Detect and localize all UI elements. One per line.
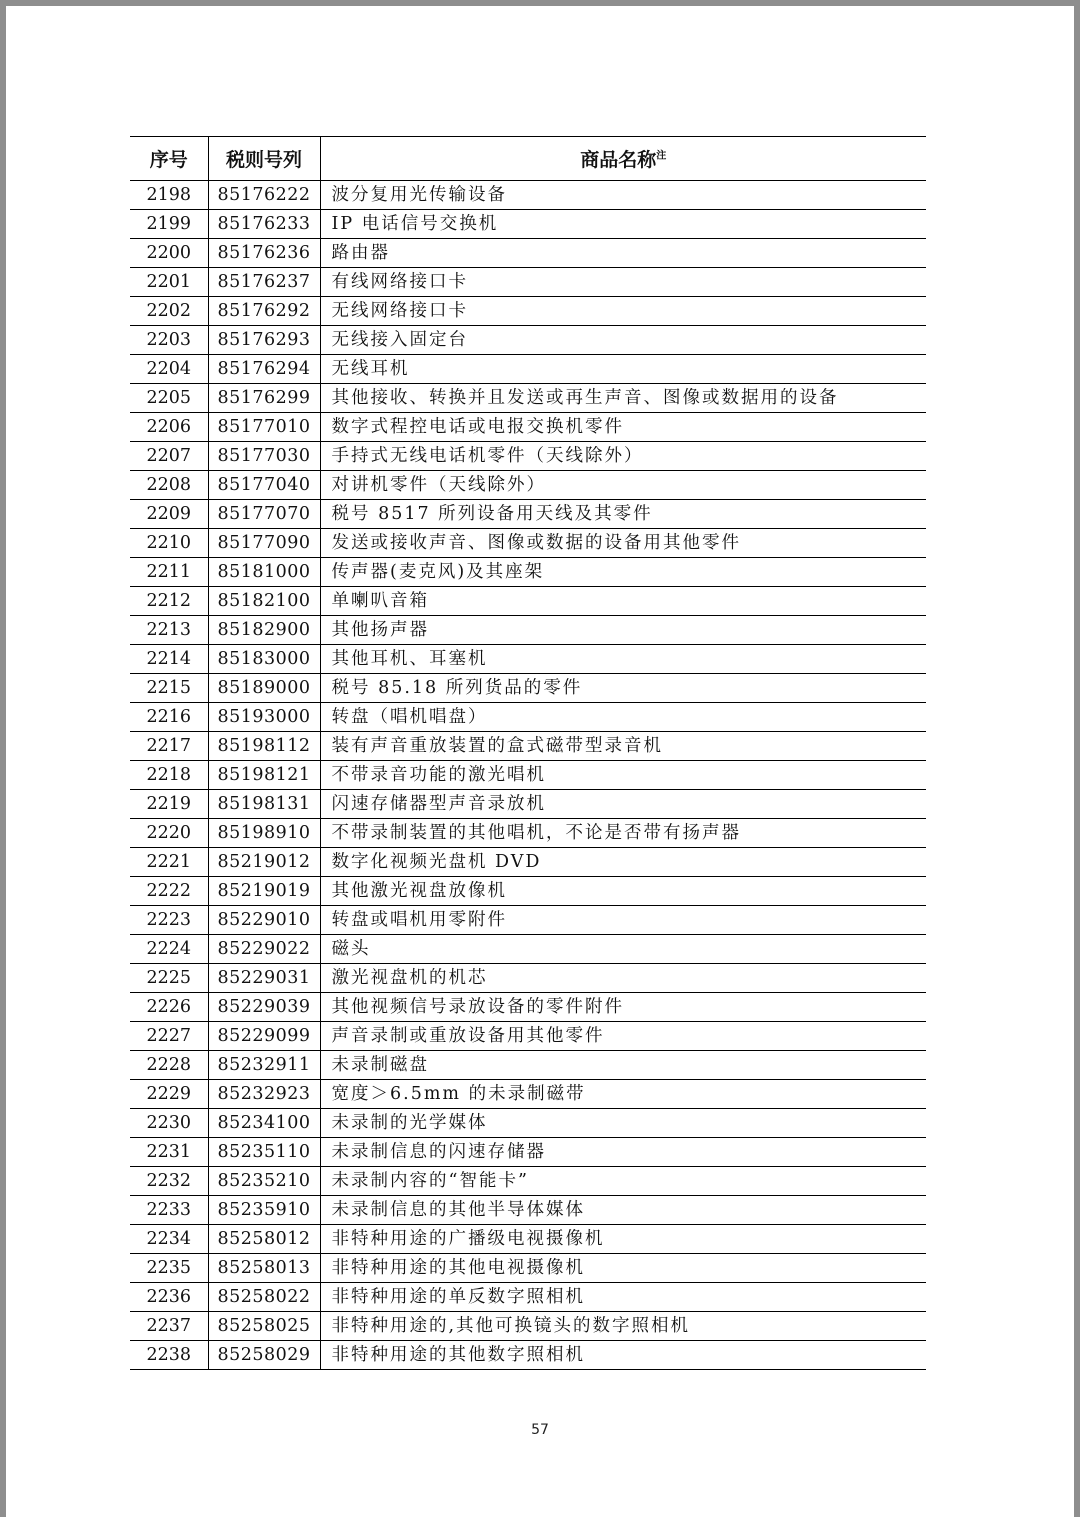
row-seq: 2229 [130, 1080, 208, 1109]
row-seq: 2227 [130, 1022, 208, 1051]
row-code: 85219012 [208, 848, 320, 877]
row-code: 85177010 [208, 413, 320, 442]
row-seq: 2217 [130, 732, 208, 761]
row-seq: 2228 [130, 1051, 208, 1080]
row-code: 85258025 [208, 1312, 320, 1341]
row-name: 转盘（唱机唱盘） [320, 703, 926, 732]
row-code: 85198131 [208, 790, 320, 819]
header-name-note: 注 [656, 150, 667, 162]
row-name: IP 电话信号交换机 [320, 210, 926, 239]
row-code: 85229022 [208, 935, 320, 964]
row-name: 税号 8517 所列设备用天线及其零件 [320, 500, 926, 529]
table-row [130, 993, 926, 1022]
table-row [130, 848, 926, 877]
row-seq: 2207 [130, 442, 208, 471]
row-code: 85258029 [208, 1341, 320, 1370]
tariff-table [130, 136, 926, 1370]
table-row [130, 587, 926, 616]
table-row [130, 1254, 926, 1283]
table-row [130, 1312, 926, 1341]
table-row [130, 413, 926, 442]
row-seq: 2234 [130, 1225, 208, 1254]
row-code: 85229099 [208, 1022, 320, 1051]
table-row [130, 761, 926, 790]
table-row [130, 674, 926, 703]
row-name: 其他激光视盘放像机 [320, 877, 926, 906]
table-row [130, 1051, 926, 1080]
row-code: 85176294 [208, 355, 320, 384]
table-row [130, 906, 926, 935]
page-number: 57 [531, 1422, 549, 1438]
row-name: 非特种用途的其他数字照相机 [320, 1341, 926, 1370]
row-code: 85235910 [208, 1196, 320, 1225]
row-seq: 2205 [130, 384, 208, 413]
row-name: 对讲机零件（天线除外） [320, 471, 926, 500]
header-seq: 序号 [130, 137, 208, 181]
row-code: 85176233 [208, 210, 320, 239]
row-code: 85232923 [208, 1080, 320, 1109]
row-seq: 2198 [130, 181, 208, 210]
table-row [130, 471, 926, 500]
row-seq: 2230 [130, 1109, 208, 1138]
row-code: 85235110 [208, 1138, 320, 1167]
row-code: 85198112 [208, 732, 320, 761]
table-row [130, 935, 926, 964]
row-seq: 2200 [130, 239, 208, 268]
table-row [130, 210, 926, 239]
row-seq: 2214 [130, 645, 208, 674]
table-row [130, 558, 926, 587]
row-seq: 2225 [130, 964, 208, 993]
row-name: 手持式无线电话机零件（天线除外） [320, 442, 926, 471]
row-name: 未录制信息的其他半导体媒体 [320, 1196, 926, 1225]
table-row [130, 877, 926, 906]
row-code: 85232911 [208, 1051, 320, 1080]
row-code: 85258022 [208, 1283, 320, 1312]
row-name: 转盘或唱机用零附件 [320, 906, 926, 935]
row-seq: 2210 [130, 529, 208, 558]
row-seq: 2220 [130, 819, 208, 848]
row-seq: 2199 [130, 210, 208, 239]
table-row [130, 268, 926, 297]
row-name: 无线网络接口卡 [320, 297, 926, 326]
table-row [130, 819, 926, 848]
row-seq: 2222 [130, 877, 208, 906]
row-seq: 2235 [130, 1254, 208, 1283]
row-code: 85177070 [208, 500, 320, 529]
table-body [130, 181, 926, 1370]
row-name: 不带录制装置的其他唱机，不论是否带有扬声器 [320, 819, 926, 848]
row-name: 磁头 [320, 935, 926, 964]
row-code: 85235210 [208, 1167, 320, 1196]
row-seq: 2208 [130, 471, 208, 500]
row-seq: 2213 [130, 616, 208, 645]
row-name: 声音录制或重放设备用其他零件 [320, 1022, 926, 1051]
header-code: 税则号列 [208, 137, 320, 181]
row-code: 85258013 [208, 1254, 320, 1283]
row-code: 85229010 [208, 906, 320, 935]
table-row [130, 964, 926, 993]
row-name: 税号 85.18 所列货品的零件 [320, 674, 926, 703]
table-row [130, 790, 926, 819]
row-seq: 2209 [130, 500, 208, 529]
row-code: 85177040 [208, 471, 320, 500]
row-name: 传声器(麦克风)及其座架 [320, 558, 926, 587]
row-seq: 2224 [130, 935, 208, 964]
table-row [130, 355, 926, 384]
row-name: 数字化视频光盘机 DVD [320, 848, 926, 877]
table-row [130, 297, 926, 326]
row-code: 85183000 [208, 645, 320, 674]
table-row [130, 1022, 926, 1051]
row-code: 85189000 [208, 674, 320, 703]
row-code: 85193000 [208, 703, 320, 732]
row-name: 有线网络接口卡 [320, 268, 926, 297]
row-name: 未录制信息的闪速存储器 [320, 1138, 926, 1167]
row-seq: 2211 [130, 558, 208, 587]
row-code: 85176236 [208, 239, 320, 268]
table-row [130, 442, 926, 471]
row-code: 85176237 [208, 268, 320, 297]
table-row [130, 1167, 926, 1196]
row-code: 85176293 [208, 326, 320, 355]
row-name: 非特种用途的,其他可换镜头的数字照相机 [320, 1312, 926, 1341]
row-name: 其他接收、转换并且发送或再生声音、图像或数据用的设备 [320, 384, 926, 413]
document-page [6, 6, 1074, 1517]
row-name: 发送或接收声音、图像或数据的设备用其他零件 [320, 529, 926, 558]
row-code: 85177090 [208, 529, 320, 558]
row-seq: 2233 [130, 1196, 208, 1225]
header-name [320, 137, 926, 181]
table-row [130, 384, 926, 413]
table-row [130, 616, 926, 645]
row-name: 非特种用途的其他电视摄像机 [320, 1254, 926, 1283]
row-name: 未录制内容的“智能卡” [320, 1167, 926, 1196]
row-seq: 2219 [130, 790, 208, 819]
row-name: 其他耳机、耳塞机 [320, 645, 926, 674]
row-seq: 2204 [130, 355, 208, 384]
table-header-row [130, 137, 926, 181]
row-seq: 2236 [130, 1283, 208, 1312]
row-name: 非特种用途的广播级电视摄像机 [320, 1225, 926, 1254]
row-code: 85229039 [208, 993, 320, 1022]
row-name: 不带录音功能的激光唱机 [320, 761, 926, 790]
row-code: 85234100 [208, 1109, 320, 1138]
row-seq: 2206 [130, 413, 208, 442]
table-row [130, 1138, 926, 1167]
row-code: 85219019 [208, 877, 320, 906]
row-name: 装有声音重放装置的盒式磁带型录音机 [320, 732, 926, 761]
table-row [130, 1225, 926, 1254]
row-seq: 2218 [130, 761, 208, 790]
row-name: 数字式程控电话或电报交换机零件 [320, 413, 926, 442]
row-seq: 2232 [130, 1167, 208, 1196]
row-name: 非特种用途的单反数字照相机 [320, 1283, 926, 1312]
table-row [130, 1341, 926, 1370]
row-seq: 2202 [130, 297, 208, 326]
row-code: 85229031 [208, 964, 320, 993]
table-row [130, 529, 926, 558]
table-row [130, 1080, 926, 1109]
row-name: 路由器 [320, 239, 926, 268]
row-seq: 2238 [130, 1341, 208, 1370]
row-seq: 2237 [130, 1312, 208, 1341]
table-row [130, 239, 926, 268]
row-name: 闪速存储器型声音录放机 [320, 790, 926, 819]
row-code: 85181000 [208, 558, 320, 587]
row-code: 85176292 [208, 297, 320, 326]
row-name: 无线接入固定台 [320, 326, 926, 355]
row-code: 85258012 [208, 1225, 320, 1254]
row-code: 85177030 [208, 442, 320, 471]
row-name: 宽度＞6.5mm 的未录制磁带 [320, 1080, 926, 1109]
table-row [130, 326, 926, 355]
row-name: 其他视频信号录放设备的零件附件 [320, 993, 926, 1022]
row-name: 其他扬声器 [320, 616, 926, 645]
row-seq: 2216 [130, 703, 208, 732]
table-row [130, 645, 926, 674]
row-seq: 2221 [130, 848, 208, 877]
row-code: 85176299 [208, 384, 320, 413]
header-name-label: 商品名称 [580, 149, 657, 171]
table-row [130, 181, 926, 210]
row-name: 波分复用光传输设备 [320, 181, 926, 210]
table-row [130, 1196, 926, 1225]
row-code: 85182100 [208, 587, 320, 616]
row-name: 无线耳机 [320, 355, 926, 384]
row-name: 未录制磁盘 [320, 1051, 926, 1080]
table-row [130, 732, 926, 761]
table-row [130, 500, 926, 529]
row-name: 激光视盘机的机芯 [320, 964, 926, 993]
row-seq: 2215 [130, 674, 208, 703]
table-row [130, 1283, 926, 1312]
row-seq: 2226 [130, 993, 208, 1022]
row-code: 85198910 [208, 819, 320, 848]
row-seq: 2203 [130, 326, 208, 355]
row-name: 未录制的光学媒体 [320, 1109, 926, 1138]
row-seq: 2231 [130, 1138, 208, 1167]
row-code: 85198121 [208, 761, 320, 790]
table-row [130, 703, 926, 732]
row-code: 85176222 [208, 181, 320, 210]
row-seq: 2212 [130, 587, 208, 616]
table-row [130, 1109, 926, 1138]
row-seq: 2201 [130, 268, 208, 297]
row-name: 单喇叭音箱 [320, 587, 926, 616]
row-code: 85182900 [208, 616, 320, 645]
row-seq: 2223 [130, 906, 208, 935]
